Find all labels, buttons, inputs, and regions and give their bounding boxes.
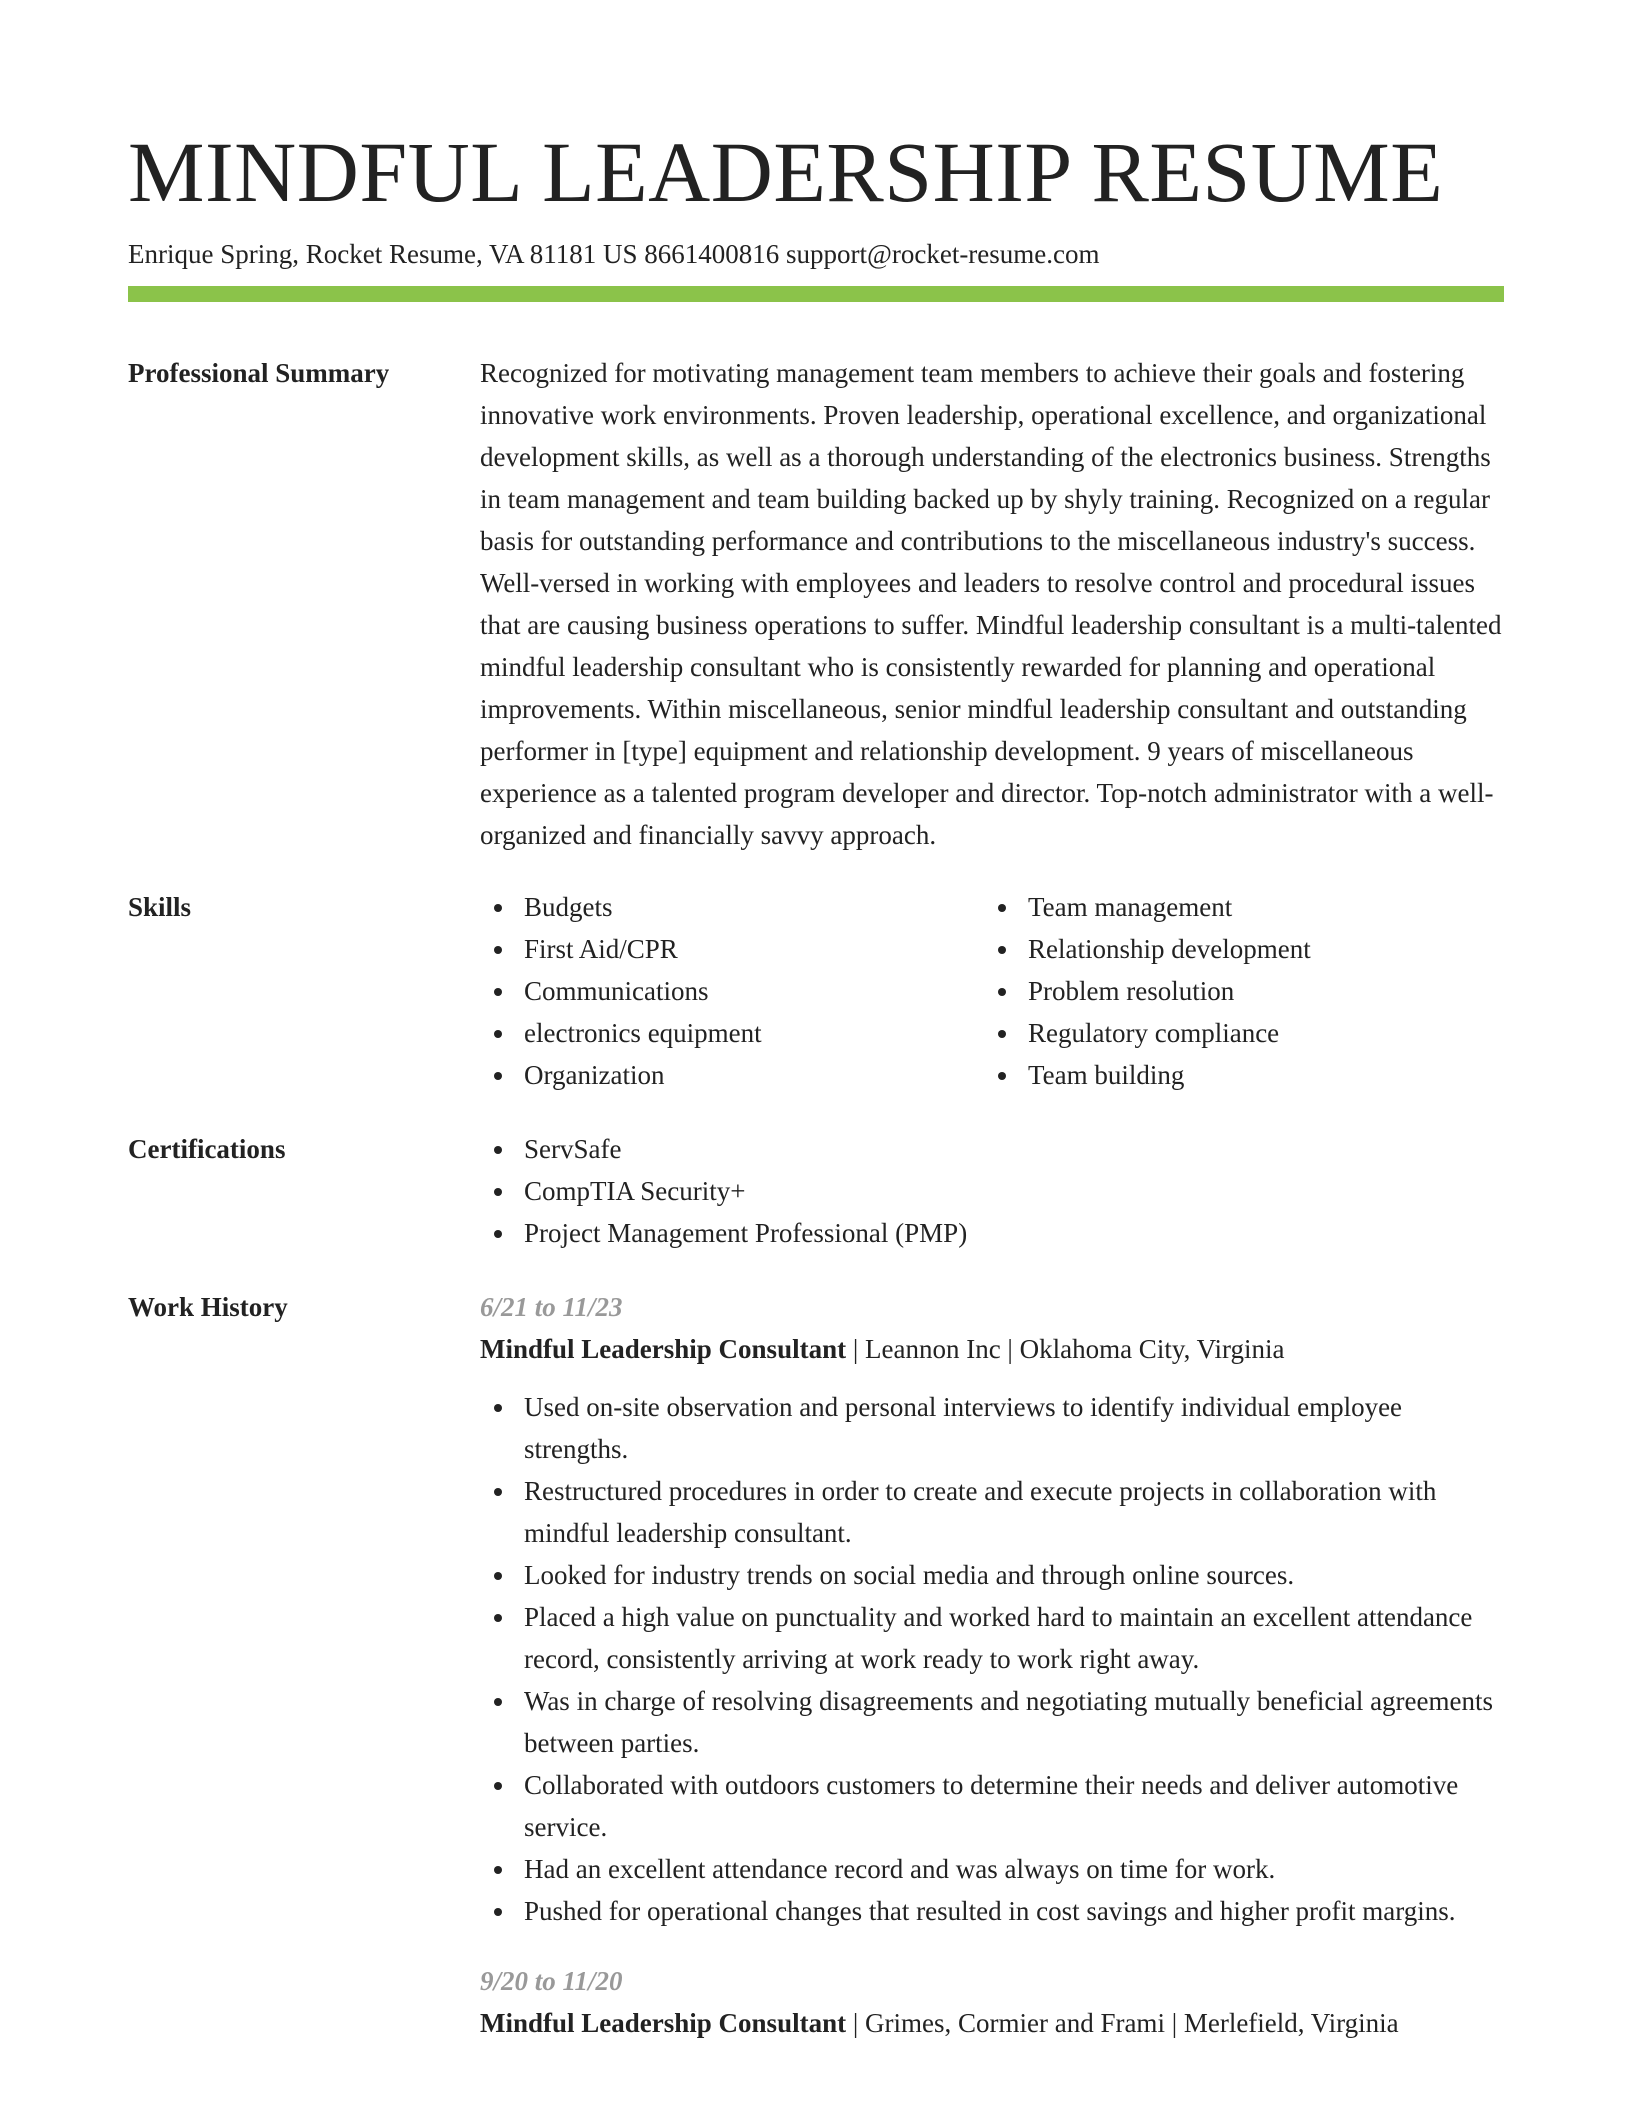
section-label-certifications: Certifications — [128, 1134, 286, 1164]
skill-item: Team building — [984, 1054, 1488, 1096]
job-bullet: Used on-site observation and personal interviews to identify individual employee strengths. — [480, 1386, 1504, 1470]
section-label-work-history: Work History — [128, 1292, 288, 1322]
skill-item: First Aid/CPR — [480, 928, 984, 970]
job-entry — [480, 1960, 1504, 2044]
section-label-summary: Professional Summary — [128, 358, 390, 388]
skill-item: Organization — [480, 1054, 984, 1096]
skills-list-right — [984, 886, 1488, 1096]
job-bullet: Placed a high value on punctuality and worked hard to maintain an excellent attendance record, consistently arriving at work ready to work right away. — [480, 1596, 1504, 1680]
header-divider — [128, 286, 1504, 302]
job-bullets — [480, 1386, 1504, 1932]
skill-item: Regulatory compliance — [984, 1012, 1488, 1054]
job-title: Mindful Leadership Consultant — [480, 1334, 847, 1364]
resume-page — [128, 122, 1504, 2044]
job-bullet: Restructured procedures in order to create and execute projects in collaboration with mindful leadership consultant. — [480, 1470, 1504, 1554]
job-bullet: Had an excellent attendance record and was always on time for work. — [480, 1848, 1504, 1890]
section-label-skills: Skills — [128, 892, 192, 922]
skill-item: Relationship development — [984, 928, 1488, 970]
resume-title: MINDFUL LEADERSHIP RESUME — [128, 124, 1444, 220]
certification-item: ServSafe — [480, 1128, 1504, 1170]
skills-section — [128, 886, 1504, 1096]
job-title: Mindful Leadership Consultant — [480, 2008, 847, 2038]
skill-item: Communications — [480, 970, 984, 1012]
job-dates: 9/20 to 11/20 — [480, 1966, 623, 1996]
job-details: | Leannon Inc | Oklahoma City, Virginia — [846, 1334, 1285, 1364]
summary-text: Recognized for motivating management team members to achieve their goals and fostering innovative work environments. Proven leadership, operational excellence, and organizational development skills, as well as a thorough understanding of the electronics business. Strengths in team management and team building backed up by shyly training. Recognized on a regular basis for outstanding performance and contributions to the miscellaneous industry's success. Well-versed in working with employees and leaders to resolve control and procedural issues that are causing business operations to suffer. Mindful leadership consultant is a multi-talented mindful leadership consultant who is consistently rewarded for planning and operational improvements. Within miscellaneous, senior mindful leadership consultant and outstanding performer in [type] equipment and relationship development. 9 years of miscellaneous experience as a talented program developer and director. Top-notch administrator with a well-organized and financially savvy approach. — [480, 358, 1502, 850]
job-entry — [480, 1286, 1504, 1932]
skills-list-left — [480, 886, 984, 1096]
job-bullet: Was in charge of resolving disagreements and negotiating mutually beneficial agreements between parties. — [480, 1680, 1504, 1764]
skill-item: Budgets — [480, 886, 984, 928]
certifications-list — [480, 1128, 1504, 1254]
job-bullet: Looked for industry trends on social media and through online sources. — [480, 1554, 1504, 1596]
job-details: | Grimes, Cormier and Frami | Merlefield, Virginia — [846, 2008, 1399, 2038]
work-history-body — [480, 1286, 1504, 2044]
job-bullet: Collaborated with outdoors customers to determine their needs and deliver automotive service. — [480, 1764, 1504, 1848]
skill-item: electronics equipment — [480, 1012, 984, 1054]
certifications-body — [480, 1128, 1504, 1254]
certification-item: Project Management Professional (PMP) — [480, 1212, 1504, 1254]
skill-item: Team management — [984, 886, 1488, 928]
job-heading — [480, 1328, 1504, 1370]
job-heading — [480, 2002, 1504, 2044]
work-history-section — [128, 1286, 1504, 2044]
job-bullet: Pushed for operational changes that resulted in cost savings and higher profit margins. — [480, 1890, 1504, 1932]
summary-section — [128, 352, 1504, 856]
job-dates: 6/21 to 11/23 — [480, 1292, 623, 1322]
certifications-section — [128, 1128, 1504, 1254]
certification-item: CompTIA Security+ — [480, 1170, 1504, 1212]
skill-item: Problem resolution — [984, 970, 1488, 1012]
skills-grid — [480, 886, 1504, 1096]
contact-line: Enrique Spring, Rocket Resume, VA 81181 US 8661400816 support@rocket-resume.com — [128, 239, 1100, 269]
